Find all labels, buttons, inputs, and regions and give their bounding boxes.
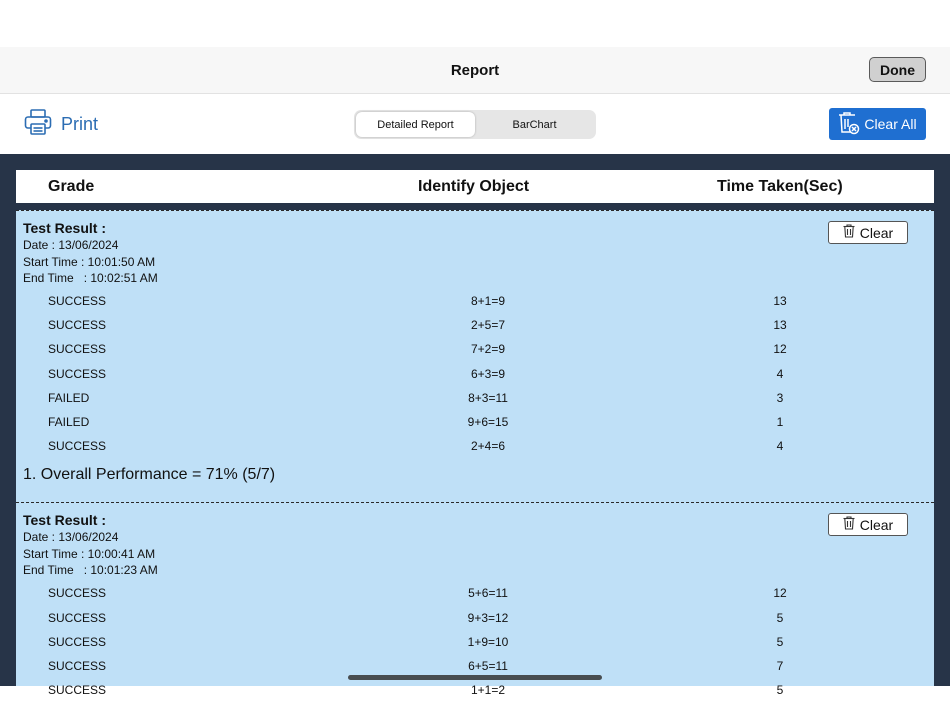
grade-cell: SUCCESS (48, 586, 107, 601)
table-row: SUCCESS 9+3=12 5 (16, 606, 934, 630)
toolbar (0, 95, 950, 154)
grade-cell: SUCCESS (48, 634, 107, 649)
test-start-time: Start Time : 10:01:50 AM (23, 254, 156, 269)
done-button[interactable]: Done (869, 57, 926, 82)
segment-barchart[interactable]: BarChart (512, 118, 557, 131)
trash-icon (843, 516, 860, 533)
grade-cell: SUCCESS (48, 318, 107, 333)
table-row: SUCCESS 5+6=11 12 (16, 581, 934, 605)
clear-label: Clear (859, 224, 894, 241)
segment-detailed-report[interactable]: Detailed Report (356, 112, 475, 137)
table-row: SUCCESS 1+9=10 5 (16, 630, 934, 654)
report-list[interactable] (16, 210, 934, 698)
grade-cell: SUCCESS (48, 683, 107, 698)
table-row: SUCCESS 2+4=6 4 (16, 434, 934, 458)
clear-all-button[interactable] (829, 108, 926, 140)
grade-cell: SUCCESS (48, 439, 107, 454)
printer-icon (24, 109, 61, 140)
print-label: Print (61, 113, 99, 134)
table-row: SUCCESS 6+5=11 7 (16, 654, 934, 678)
test-result-header (16, 211, 934, 289)
clear-label: Clear (859, 516, 894, 533)
test-date: Date : 13/06/2024 (23, 530, 119, 545)
test-end-time: End Time : 10:01:23 AM (23, 563, 158, 578)
clear-result-button[interactable] (828, 513, 908, 536)
grade-cell: FAILED (48, 414, 90, 429)
test-result-title: Test Result : (23, 220, 106, 236)
report-content (0, 154, 950, 698)
clear-all-label: Clear All (864, 116, 917, 132)
column-header-grade: Grade (48, 178, 95, 195)
grade-cell: FAILED (48, 390, 90, 405)
test-date: Date : 13/06/2024 (23, 238, 119, 252)
result-rows (16, 289, 934, 458)
print-button[interactable] (24, 109, 98, 139)
table-row: SUCCESS 2+5=7 13 (16, 313, 934, 337)
grade-cell: SUCCESS (48, 294, 107, 308)
test-end-time: End Time : 10:02:51 AM (23, 271, 158, 285)
table-row: SUCCESS 7+2=9 12 (16, 337, 934, 361)
result-rows (16, 581, 934, 702)
table-row: SUCCESS 6+3=9 4 (16, 362, 934, 386)
trash-x-icon (838, 111, 864, 138)
grade-cell: SUCCESS (48, 658, 107, 673)
navigation-bar (0, 47, 950, 94)
overall-performance: 1. Overall Performance = 71% (5/7) (23, 466, 276, 484)
report-view-selector (354, 110, 596, 139)
trash-icon (843, 224, 860, 241)
clear-result-button[interactable] (828, 221, 908, 244)
table-row: SUCCESS 1+1=2 5 (16, 678, 934, 702)
grade-cell: SUCCESS (48, 610, 107, 625)
column-header-identify-object: Identify Object (418, 178, 530, 195)
test-result-section (16, 502, 934, 702)
page-title: Report (450, 62, 500, 79)
table-row: SUCCESS 8+1=9 13 (16, 289, 934, 313)
table-header (16, 170, 934, 203)
grade-cell: SUCCESS (48, 366, 107, 381)
test-result-section (16, 210, 934, 502)
home-indicator[interactable] (348, 675, 602, 680)
test-result-title: Test Result : (23, 512, 106, 529)
table-row: FAILED 9+6=15 1 (16, 410, 934, 434)
test-start-time: Start Time : 10:00:41 AM (23, 546, 156, 561)
grade-cell: SUCCESS (48, 342, 107, 357)
column-header-time-taken: Time Taken(Sec) (717, 178, 843, 195)
test-result-header (16, 503, 934, 581)
table-row: FAILED 8+3=11 3 (16, 386, 934, 410)
